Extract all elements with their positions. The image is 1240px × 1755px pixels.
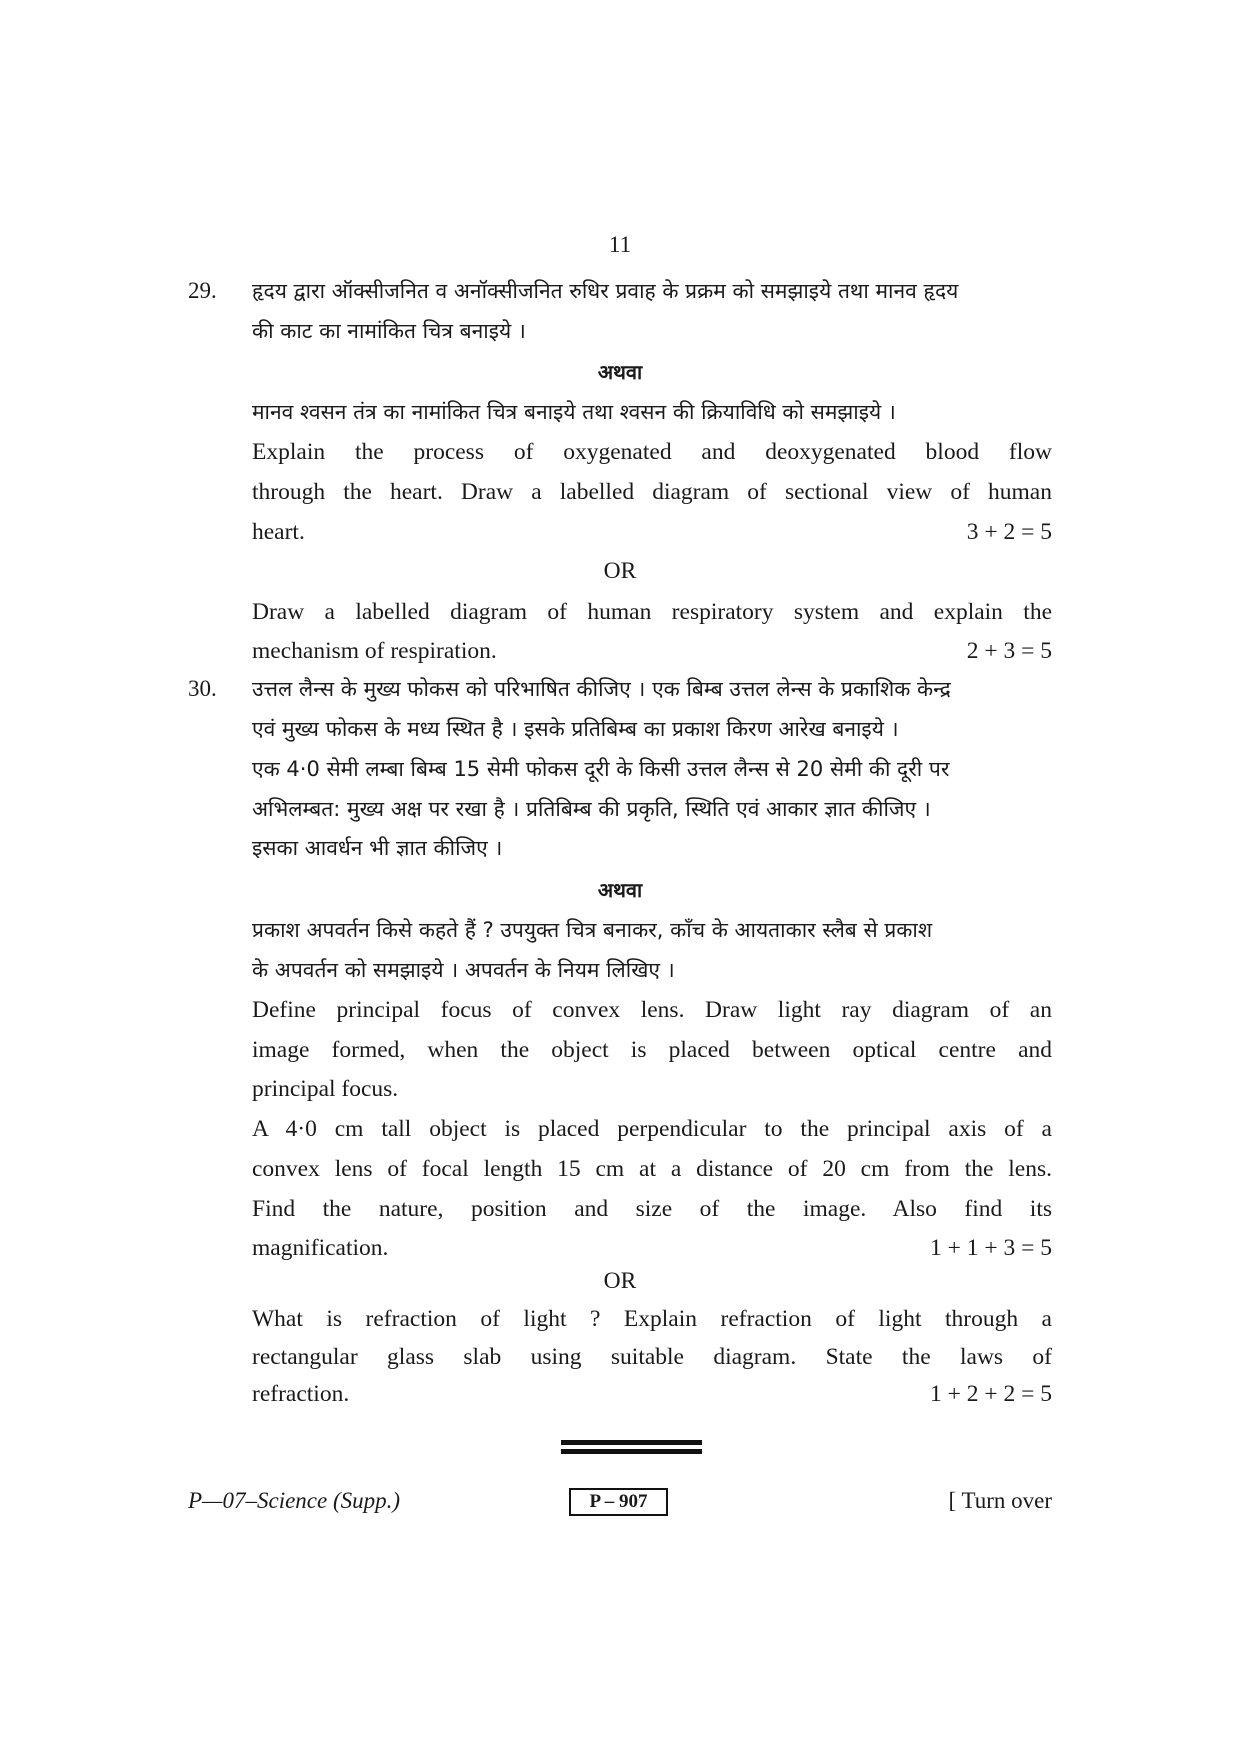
english-text-line: image formed, when the object is placed between optical centre and (252, 1037, 1052, 1063)
english-text-line: Find the nature, position and size of the image. Also find its (252, 1196, 1052, 1222)
athva-divider: अथवा (597, 360, 643, 384)
or-divider: OR (603, 558, 637, 584)
english-text-line: Define principal focus of convex lens. Draw light ray diagram of an (252, 997, 1052, 1023)
marks-scheme: 2 + 3 = 5 (966, 638, 1052, 664)
marks-scheme: 1 + 1 + 3 = 5 (929, 1235, 1052, 1261)
hindi-text-line: की काट का नामांकित चित्र बनाइये । (252, 319, 526, 343)
hindi-text-line: मानव श्वसन तंत्र का नामांकित चित्र बनाइये तथा श्वसन की क्रियाविधि को समझाइये । (252, 400, 896, 424)
marks-scheme: 3 + 2 = 5 (966, 519, 1052, 545)
hindi-text-line: एवं मुख्य फोकस के मध्य स्थित है । इसके प्रतिबिम्ब का प्रकाश किरण आरेख बनाइये । (252, 717, 899, 741)
page-number: 11 (608, 232, 632, 257)
rule-line (561, 1440, 702, 1445)
english-text-line: convex lens of focal length 15 cm at a distance of 20 cm from the lens. (252, 1156, 1052, 1182)
hindi-text-line: उत्तल लैन्स के मुख्य फोकस को परिभाषित कीजिए । एक बिम्ब उत्तल लेन्स के प्रकाशिक केन्द्र (252, 677, 951, 701)
hindi-text-line: इसका आवर्धन भी ज्ञात कीजिए । (252, 836, 503, 860)
footer-paper-title: P—07–Science (Supp.) (188, 1488, 401, 1513)
english-text-line: magnification. (252, 1235, 389, 1261)
english-text-line: A 4·0 cm tall object is placed perpendicular to the principal axis of a (252, 1116, 1052, 1142)
hindi-text-line: हृदय द्वारा ऑक्सीजनित व अनॉक्सीजनित रुधिर प्रवाह के प्रक्रम को समझाइये तथा मानव हृदय (252, 279, 959, 303)
english-text-line: refraction. (252, 1381, 350, 1407)
athva-divider: अथवा (597, 878, 643, 902)
english-text-line: mechanism of respiration. (252, 638, 497, 664)
english-text-line: Explain the process of oxygenated and deoxygenated blood flow (252, 439, 1052, 465)
hindi-text-line: प्रकाश अपवर्तन किसे कहते हैं ? उपयुक्त चित्र बनाकर, काँच के आयताकार स्लैब से प्रकाश (252, 918, 933, 942)
question-number: 30. (188, 676, 217, 701)
hindi-text-line: के अपवर्तन को समझाइये । अपवर्तन के नियम लिखिए । (252, 958, 675, 982)
english-text-line: principal focus. (252, 1076, 399, 1102)
hindi-text-line: अभिलम्बत: मुख्य अक्ष पर रखा है । प्रतिबिम्ब की प्रकृति, स्थिति एवं आकार ज्ञात कीजिए । (252, 797, 931, 821)
footer-turn-over: [ Turn over (948, 1488, 1052, 1513)
hindi-text-line: एक 4·0 सेमी लम्बा बिम्ब 15 सेमी फोकस दूरी के किसी उत्तल लैन्स से 20 सेमी की दूरी पर (252, 757, 950, 781)
or-divider: OR (603, 1268, 637, 1294)
marks-scheme: 1 + 2 + 2 = 5 (929, 1381, 1052, 1407)
footer-paper-code: P – 907 (569, 1488, 668, 1516)
english-text-line: Draw a labelled diagram of human respiratory system and explain the (252, 599, 1052, 625)
rule-line (561, 1449, 702, 1454)
english-text-line: rectangular glass slab using suitable diagram. State the laws of (252, 1344, 1052, 1370)
english-text-line: through the heart. Draw a labelled diagram of sectional view of human (252, 479, 1052, 505)
english-text-line: heart. (252, 519, 305, 545)
english-text-line: What is refraction of light ? Explain refraction of light through a (252, 1306, 1052, 1332)
question-number: 29. (188, 278, 217, 303)
